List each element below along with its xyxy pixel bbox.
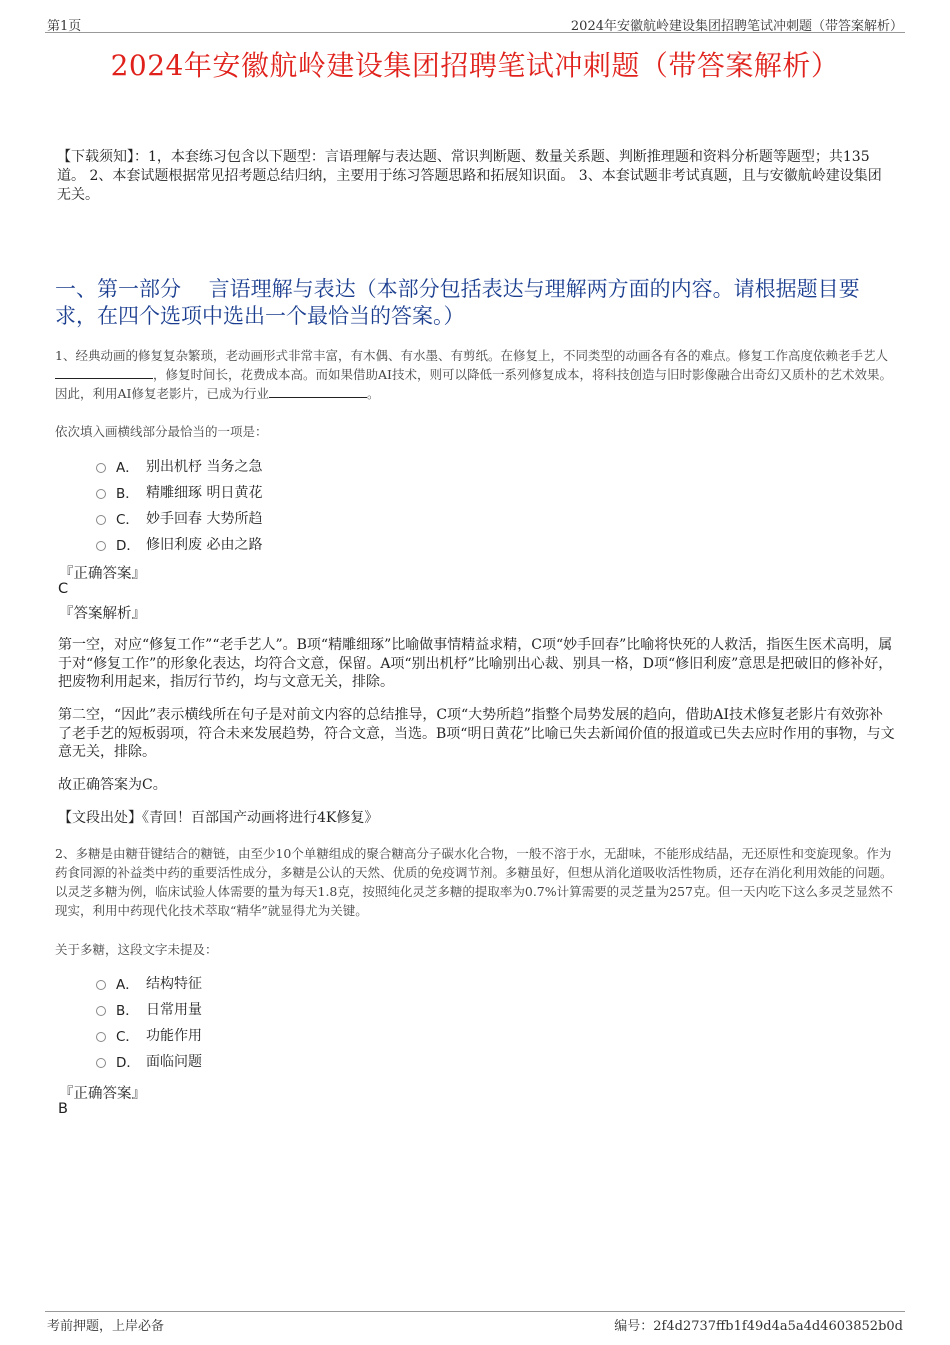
q1-answer-value: C [58, 581, 69, 597]
radio-icon[interactable] [96, 1032, 106, 1042]
q1-option-d[interactable]: D． 修旧利废 必由之路 [96, 531, 262, 557]
page-number: 第1页 [47, 19, 82, 34]
q1-analysis-paragraph-2: 第二空，“因此”表示横线所在句子是对前文内容的总结推导，C项“大势所趋”指整个局势发展的趋向，借助AI技术修复老影片有效弥补了老手艺的短板弱项，符合未来发展趋势，符合文意，当选。B项“明日黄花”比喻已失去新闻价值的报道或已失去应时作用的事物，与文意无关，排除。 [58, 707, 895, 760]
question-2-options [96, 970, 202, 1074]
section-heading: 一、第一部分 言语理解与表达（本部分包括表达与理解两方面的内容。请根据题目要求，在四个选项中选出一个最恰当的答案。） [55, 277, 860, 328]
q2-option-c[interactable]: C． 功能作用 [96, 1022, 202, 1048]
q1-option-b[interactable]: B． 精雕细琢 明日黄花 [96, 479, 262, 505]
q2-answer-value: B [58, 1101, 68, 1117]
footer-slogan: 考前押题，上岸必备 [47, 1319, 165, 1334]
question-2-prompt: 关于多糖，这段文字未提及： [55, 942, 218, 957]
q1-blank-2 [269, 385, 367, 398]
radio-icon[interactable] [96, 515, 106, 525]
radio-icon[interactable] [96, 463, 106, 473]
question-1-options [96, 453, 262, 557]
q1-option-a[interactable]: A． 别出机杼 当务之急 [96, 453, 262, 479]
q1-analysis-paragraph-1: 第一空，对应“修复工作”“老手艺人”。B项“精雕细琢”比喻做事情精益求精，C项“妙手回春”比喻将快死的人救活，指医生医术高明，属于对“修复工作”的形象化表达，均符合文意，保留。A项“别出机杼”比喻别出心裁、别具一格，D项“修旧利废”意思是把破旧的修补好，把废物利用起来，指厉行节约，均与文意无关，排除。 [58, 637, 893, 690]
radio-icon[interactable] [96, 1006, 106, 1016]
q1-source: 【文段出处】《青回！百部国产动画将进行4K修复》 [58, 810, 379, 826]
question-2-stem: 2、多糖是由糖苷键结合的糖链，由至少10个单糖组成的聚合糖高分子碳水化合物，一般不溶于水，无甜味，不能形成结晶，无还原性和变旋现象。作为药食同源的补益类中药的重要活性成分，多糖是公认的天然、优质的免疫调节剂。多糖虽好，但想从消化道吸收活性物质，还存在消化利用效能的问题。以灵芝多糖为例，临床试验人体需要的量为每天1.8克，按照纯化灵芝多糖的提取率为0.7%计算需要的灵芝量为257克。但一天内吃下这么多灵芝显然不现实，利用中药现代化技术萃取“精华”就显得尤为关键。 [55, 846, 893, 918]
q2-option-a[interactable]: A． 结构特征 [96, 970, 202, 996]
q1-analysis-label: 『答案解析』 [59, 606, 146, 622]
question-1-prompt: 依次填入画横线部分最恰当的一项是： [55, 424, 268, 439]
q2-option-b[interactable]: B． 日常用量 [96, 996, 202, 1022]
q1-stem-part3: 。 [366, 386, 380, 401]
download-notice: 【下载须知】：1，本套练习包含以下题型：言语理解与表达题、常识判断题、数量关系题、判断推理题和资料分析题等题型；共135道。 2、本套试题根据常见招考题总结归纳，主要用于练习答题思路和拓展知识面。 3、本套试题非考试真题，且与安徽航岭建设集团无关。 [57, 149, 882, 203]
radio-icon[interactable] [96, 980, 106, 990]
q1-option-c[interactable]: C． 妙手回春 大势所趋 [96, 505, 262, 531]
question-1-stem [55, 346, 895, 403]
radio-icon[interactable] [96, 1058, 106, 1068]
q2-option-d[interactable]: D． 面临问题 [96, 1048, 202, 1074]
document-title: 2024年安徽航岭建设集团招聘笔试冲刺题（带答案解析） [110, 49, 840, 82]
q1-conclusion: 故正确答案为C。 [58, 777, 167, 793]
q1-stem-part2: ，修复时间长，花费成本高。而如果借助AI技术，则可以降低一系列修复成本，将科技创造与旧时影像融合出奇幻又质朴的艺术效果。因此，利用AI修复老影片，已成为行业 [55, 367, 892, 401]
radio-icon[interactable] [96, 541, 106, 551]
q2-answer-label: 『正确答案』 [59, 1086, 146, 1102]
q1-stem-part1: 1、经典动画的修复复杂繁琐，老动画形式非常丰富，有木偶、有水墨、有剪纸。在修复上，不同类型的动画各有各的难点。修复工作高度依赖老手艺人 [55, 348, 888, 363]
page-footer [45, 1311, 905, 1332]
q1-answer-label: 『正确答案』 [59, 566, 146, 582]
page-header [45, 12, 905, 33]
header-doc-title: 2024年安徽航岭建设集团招聘笔试冲刺题（带答案解析） [570, 19, 903, 34]
radio-icon[interactable] [96, 489, 106, 499]
footer-serial: 编号：2f4d2737ffb1f49d4a5a4d4603852b0d [614, 1319, 903, 1334]
q1-blank-1 [55, 366, 153, 379]
